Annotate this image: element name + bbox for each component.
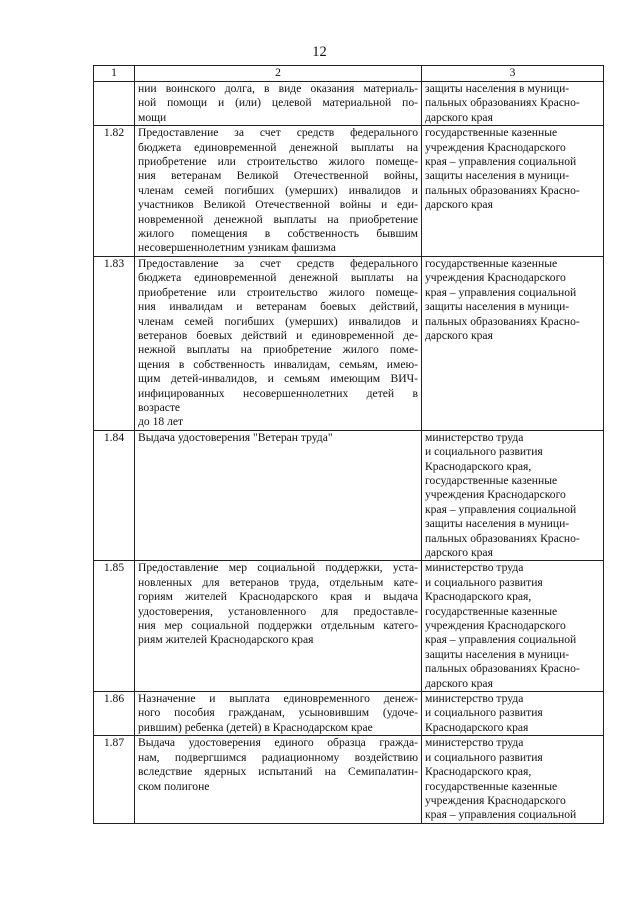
authority-line: пальных образованиях Красно- — [425, 183, 580, 197]
column-header: 3 — [422, 66, 604, 82]
service-line: мощи — [138, 110, 167, 124]
service-line: ния мер социальной поддержки отдельным катего- — [138, 619, 418, 633]
service-line: жилого помещения в собственность бывшим — [138, 227, 418, 241]
service-line: приобретение или строительство жилого помеще- — [138, 285, 418, 299]
service-line: ском полигоне — [138, 779, 210, 793]
authority-line: государственные казенные — [425, 256, 558, 270]
authority-line: защиты населения в муници- — [425, 517, 570, 531]
service-cell — [135, 561, 422, 692]
service-line: приобретение или строительство жилого помеще- — [138, 155, 418, 169]
service-line: членам семей погибших (умерших) инвалидов и — [138, 314, 418, 328]
row-number: 1.86 — [94, 692, 135, 736]
authority-line: учреждения Краснодарского — [425, 488, 566, 502]
services-table — [93, 65, 604, 824]
service-cell — [135, 736, 422, 823]
authority-line: учреждения Краснодарского — [425, 619, 566, 633]
authority-line: защиты населения в муници- — [425, 169, 570, 183]
service-line: ния инвалидам и ветеранам боевых действий, — [138, 300, 418, 314]
row-number — [94, 82, 135, 126]
table-row — [94, 126, 604, 257]
service-cell — [135, 256, 422, 430]
service-line: рившим) ребенка (детей) в Краснодарском крае — [138, 720, 373, 734]
service-line: несовершеннолетним узникам фашизма — [138, 241, 336, 255]
service-line: ния ветеранам Великой Отечественной войны, — [138, 169, 418, 183]
row-number: 1.82 — [94, 126, 135, 257]
authority-line: пальных образованиях Красно- — [425, 96, 580, 110]
authority-line: края – управления социальной — [425, 155, 577, 169]
service-cell — [135, 430, 422, 561]
authority-cell — [422, 82, 604, 126]
authority-line: пальных образованиях Красно- — [425, 314, 580, 328]
authority-line: защиты населения в муници- — [425, 82, 570, 95]
authority-cell — [422, 430, 604, 561]
service-line: нежной выплаты на приобретение жилого поме- — [138, 343, 418, 357]
service-line: щения в собственность инвалидам, семьям, имею- — [138, 357, 418, 371]
authority-line: края – управления социальной — [425, 285, 577, 299]
authority-line: дарского края — [425, 546, 493, 559]
authority-cell — [422, 736, 604, 823]
authority-line: и социального развития — [425, 706, 543, 720]
authority-line: дарского края — [425, 676, 493, 690]
service-line: Выдача удостоверения единого образца гражда- — [138, 736, 418, 750]
authority-line: министерство труда — [425, 561, 524, 575]
authority-line: и социального развития — [425, 445, 543, 459]
authority-cell — [422, 561, 604, 692]
authority-line: защиты населения в муници- — [425, 300, 570, 314]
service-line: риям жителей Краснодарского края — [138, 633, 314, 647]
authority-line: Краснодарского края — [425, 720, 529, 734]
service-line: бюджета единовременной денежной выплаты на — [138, 271, 418, 285]
authority-cell — [422, 692, 604, 736]
table-row — [94, 82, 604, 126]
authority-line: учреждения Краснодарского — [425, 793, 566, 807]
service-line: ветеранов боевых действий и единовременной де- — [138, 328, 418, 342]
table-row — [94, 430, 604, 561]
authority-line: государственные казенные — [425, 473, 558, 487]
service-line: вследствие ядерных испытаний на Семипалатин- — [138, 765, 418, 779]
authority-line: дарского края — [425, 110, 493, 124]
column-header: 2 — [135, 66, 422, 82]
service-line: Назначение и выплата единовременного денеж- — [138, 692, 418, 706]
authority-line: государственные казенные — [425, 779, 558, 793]
authority-line: дарского края — [425, 198, 493, 212]
authority-line: пальных образованиях Красно- — [425, 662, 580, 676]
service-line: возрасте — [138, 400, 181, 414]
table-row — [94, 561, 604, 692]
authority-line: министерство труда — [425, 692, 524, 706]
page-number: 12 — [312, 44, 327, 60]
service-line: новленных для ветеранов труда, отдельным кате- — [138, 575, 418, 589]
authority-line: защиты населения в муници- — [425, 647, 570, 661]
service-line: до 18 лет — [138, 415, 184, 429]
authority-line: дарского края — [425, 328, 493, 342]
authority-line: и социального развития — [425, 575, 543, 589]
authority-line: Краснодарского края, — [425, 459, 532, 473]
service-line: удостоверения, установленного для предоставле- — [138, 604, 418, 618]
service-line: гориям жителей Краснодарского края и выдача — [138, 590, 418, 604]
service-line: Предоставление за счет средств федерального — [138, 126, 418, 140]
service-cell — [135, 126, 422, 257]
authority-line: Краснодарского края, — [425, 765, 532, 779]
service-line: ного пособия гражданам, усыновившим (удоче- — [138, 706, 418, 720]
authority-line: Краснодарского края, — [425, 590, 532, 604]
service-line: бюджета единовременной денежной выплаты на — [138, 140, 418, 154]
service-line: участников Великой Отечественной войны и еди- — [138, 198, 418, 212]
column-header: 1 — [94, 66, 135, 82]
table-header-row — [94, 66, 604, 82]
service-line: нии воинского долга, в виде оказания материаль- — [138, 82, 418, 95]
authority-line: министерство труда — [425, 736, 524, 750]
table-row — [94, 692, 604, 736]
authority-cell — [422, 256, 604, 430]
service-line: Предоставление за счет средств федерального — [138, 256, 418, 270]
authority-line: министерство труда — [425, 430, 524, 444]
table-body — [94, 82, 604, 824]
authority-line: и социального развития — [425, 750, 543, 764]
authority-line: учреждения Краснодарского — [425, 140, 566, 154]
authority-line: края – управления социальной — [425, 808, 577, 822]
service-line: щим детей-инвалидов, и семьям имеющим ВИЧ- — [138, 372, 418, 386]
service-line: Выдача удостоверения "Ветеран труда" — [138, 430, 333, 444]
service-line: нам, подвергшимся радиационному воздействию — [138, 750, 418, 764]
row-number: 1.84 — [94, 430, 135, 561]
row-number: 1.87 — [94, 736, 135, 823]
authority-line: края – управления социальной — [425, 502, 577, 516]
table-row — [94, 256, 604, 430]
service-cell — [135, 692, 422, 736]
authority-line: пальных образованиях Красно- — [425, 531, 580, 545]
service-cell — [135, 82, 422, 126]
service-line: членам семей погибших (умерших) инвалидов и — [138, 183, 418, 197]
service-line: новременной денежной выплаты на приобретение — [138, 212, 418, 226]
table-row — [94, 736, 604, 823]
row-number: 1.83 — [94, 256, 135, 430]
row-number: 1.85 — [94, 561, 135, 692]
authority-line: государственные казенные — [425, 604, 558, 618]
service-line: Предоставление мер социальной поддержки, уста- — [138, 561, 418, 575]
authority-line: государственные казенные — [425, 126, 558, 140]
authority-line: края – управления социальной — [425, 633, 577, 647]
service-line: инфицированных несовершеннолетних детей в — [138, 386, 418, 400]
authority-line: учреждения Краснодарского — [425, 271, 566, 285]
authority-cell — [422, 126, 604, 257]
service-line: ной помощи и (или) целевой материальной по- — [138, 96, 418, 110]
